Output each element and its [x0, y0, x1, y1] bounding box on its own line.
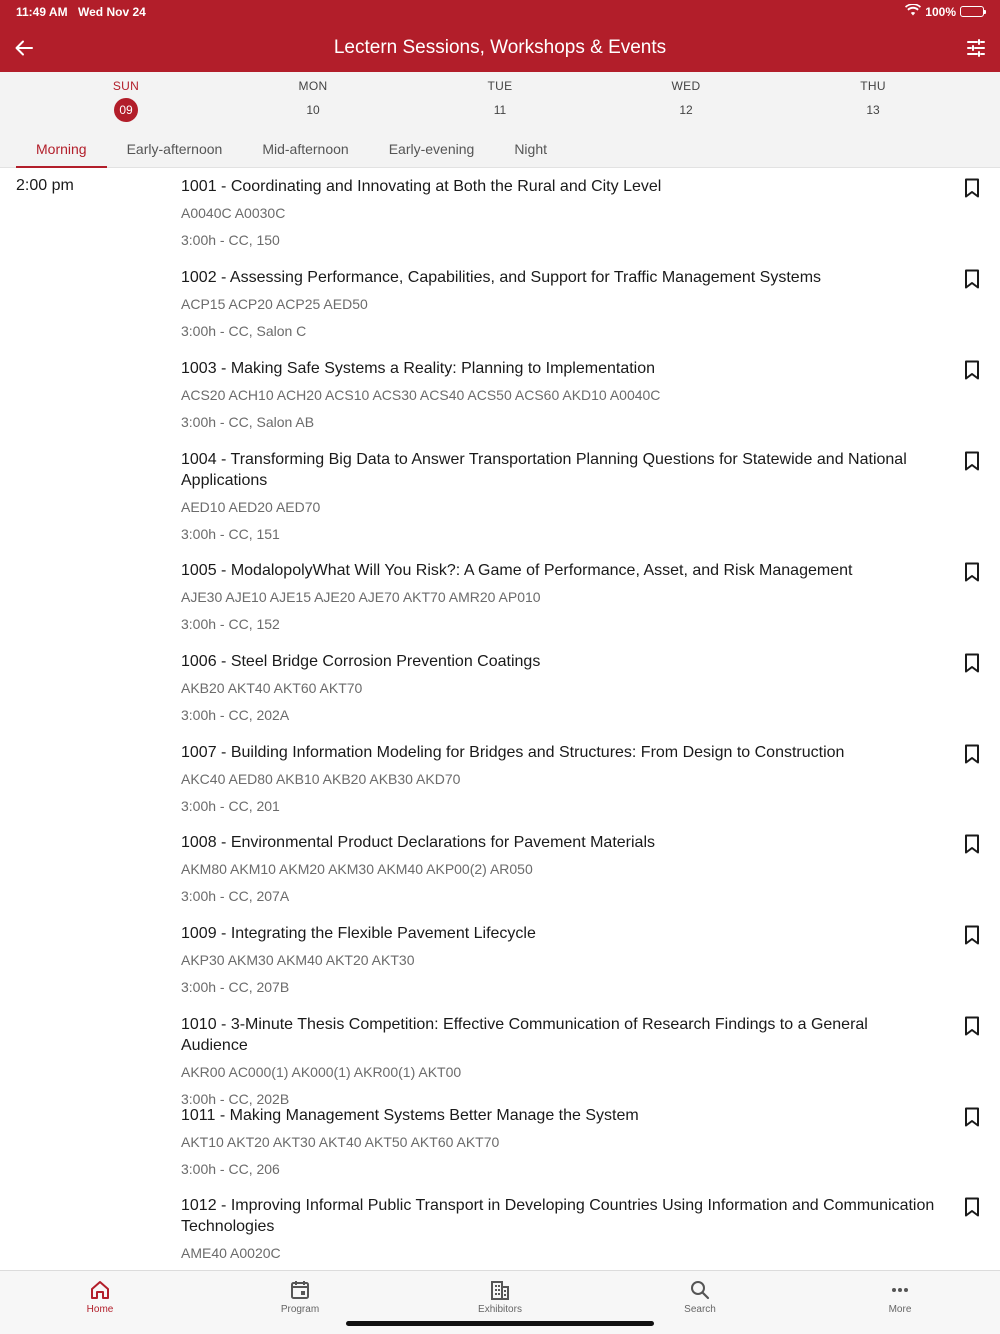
- day-name: THU: [860, 79, 886, 93]
- day-tue[interactable]: [460, 79, 540, 122]
- tab-morning[interactable]: Morning: [16, 140, 107, 168]
- session-item[interactable]: [181, 560, 981, 632]
- page-title: Lectern Sessions, Workshops & Events: [333, 37, 667, 58]
- session-codes: AKM80 AKM10 AKM20 AKM30 AKM40 AKP00(2) AR050: [181, 861, 533, 877]
- tab-label: Search: [684, 1304, 716, 1315]
- building-icon: [489, 1279, 511, 1301]
- tab-night[interactable]: Night: [514, 141, 547, 157]
- session-codes: AKT10 AKT20 AKT30 AKT40 AKT50 AKT60 AKT70: [181, 1134, 500, 1150]
- session-title[interactable]: 1006 - Steel Bridge Corrosion Prevention Coatings: [181, 653, 541, 670]
- session-codes: AKR00 AC000(1) AK000(1) AKR00(1) AKT00: [181, 1064, 462, 1080]
- session-item[interactable]: [181, 742, 981, 814]
- session-title[interactable]: 1005 - ModalopolyWhat Will You Risk?: A Game of Performance, Asset, and Risk Management: [181, 562, 853, 579]
- session-location: 3:00h - CC, 202A: [181, 707, 290, 723]
- more-icon: [889, 1279, 911, 1301]
- bookmark-icon[interactable]: [963, 360, 981, 380]
- search-icon: [689, 1279, 711, 1301]
- session-title[interactable]: 1007 - Building Information Modeling for Bridges and Structures: From Design to Construction: [181, 744, 845, 761]
- session-title[interactable]: 1011 - Making Management Systems Better Manage the System: [181, 1107, 639, 1124]
- day-name: TUE: [487, 79, 513, 93]
- session-location: 3:00h - CC, 150: [181, 232, 280, 248]
- home-indicator: [346, 1321, 654, 1326]
- day-name: WED: [671, 79, 701, 93]
- session-item[interactable]: [181, 832, 981, 904]
- session-item[interactable]: [181, 923, 981, 995]
- tab-label: Program: [280, 1304, 320, 1315]
- session-codes: AED10 AED20 AED70: [181, 499, 321, 515]
- session-location: 3:00h - CC, 202B: [181, 1091, 290, 1107]
- calendar-icon: [289, 1279, 311, 1301]
- session-item[interactable]: [181, 267, 981, 339]
- tab-label: Home: [86, 1304, 114, 1315]
- day-number: 12: [679, 103, 693, 117]
- day-number: 10: [306, 103, 320, 117]
- session-item[interactable]: [181, 1195, 981, 1270]
- status-time: 11:49 AM: [16, 5, 68, 19]
- bookmark-icon[interactable]: [963, 1107, 981, 1127]
- session-codes: A0040C A0030C: [181, 205, 286, 221]
- session-item[interactable]: [181, 1105, 981, 1177]
- session-item[interactable]: [181, 651, 981, 723]
- session-item[interactable]: [181, 358, 981, 430]
- tab-early-evening[interactable]: Early-evening: [388, 141, 475, 157]
- day-selector: [0, 72, 1000, 168]
- day-wed[interactable]: [646, 79, 726, 122]
- bookmark-icon[interactable]: [963, 653, 981, 673]
- session-location: 3:00h - CC, 151: [181, 526, 280, 542]
- tab-label: More: [888, 1304, 912, 1315]
- day-name: SUN: [112, 79, 140, 93]
- status-date: Wed Nov 24: [78, 5, 146, 19]
- session-title[interactable]: 1004 - Transforming Big Data to Answer Transportation Planning Questions for Statewide and National Applications: [181, 451, 907, 489]
- session-title[interactable]: 1001 - Coordinating and Innovating at Both the Rural and City Level: [181, 178, 662, 195]
- tab-label: Exhibitors: [478, 1304, 522, 1315]
- session-location: 3:00h - CC, Salon C: [181, 323, 307, 339]
- tab-search[interactable]: [640, 1279, 760, 1315]
- bookmark-icon[interactable]: [963, 1197, 981, 1217]
- session-codes: AKB20 AKT40 AKT60 AKT70: [181, 680, 363, 696]
- battery-percent: 100%: [925, 4, 956, 19]
- session-codes: AME40 A0020C: [181, 1245, 281, 1261]
- tab-more[interactable]: [840, 1279, 960, 1315]
- session-title[interactable]: 1010 - 3-Minute Thesis Competition: Effective Communication of Research Findings to a General Audience: [181, 1016, 868, 1054]
- day-number: 11: [493, 103, 507, 117]
- day-name: MON: [298, 79, 328, 93]
- time-tabs: [16, 140, 567, 168]
- session-title[interactable]: 1002 - Assessing Performance, Capabilities, and Support for Traffic Management Systems: [181, 269, 822, 286]
- wifi-icon: [905, 4, 921, 19]
- time-slot-label: 2:00 pm: [16, 177, 74, 194]
- tab-mid-afternoon[interactable]: Mid-afternoon: [262, 141, 349, 157]
- session-list[interactable]: [0, 168, 1000, 1270]
- session-title[interactable]: 1003 - Making Safe Systems a Reality: Planning to Implementation: [181, 360, 656, 377]
- session-codes: ACP15 ACP20 ACP25 AED50: [181, 296, 368, 312]
- session-location: 3:00h - CC, Salon AB: [181, 414, 315, 430]
- session-title[interactable]: 1012 - Improving Informal Public Transport in Developing Countries Using Information and Communication Technologies: [181, 1197, 935, 1235]
- bookmark-icon[interactable]: [963, 834, 981, 854]
- bookmark-icon[interactable]: [963, 744, 981, 764]
- day-mon[interactable]: [273, 79, 353, 122]
- session-codes: ACS20 ACH10 ACH20 ACS10 ACS30 ACS40 ACS50 ACS60 AKD10 A0040C: [181, 387, 661, 403]
- session-codes: AKC40 AED80 AKB10 AKB20 AKB30 AKD70: [181, 771, 461, 787]
- day-sun[interactable]: [86, 79, 166, 122]
- bookmark-icon[interactable]: [963, 925, 981, 945]
- tab-exhibitors[interactable]: [440, 1279, 560, 1315]
- bookmark-icon[interactable]: [963, 269, 981, 289]
- bookmark-icon[interactable]: [963, 562, 981, 582]
- tab-early-afternoon[interactable]: Early-afternoon: [126, 141, 223, 157]
- battery-icon: [960, 6, 984, 17]
- session-title[interactable]: 1008 - Environmental Product Declarations for Pavement Materials: [181, 834, 655, 851]
- session-title[interactable]: 1009 - Integrating the Flexible Pavement Lifecycle: [181, 925, 536, 942]
- session-codes: AJE30 AJE10 AJE15 AJE20 AJE70 AKT70 AMR20 AP010: [181, 589, 541, 605]
- day-number: 09: [114, 98, 138, 122]
- status-indicators: [905, 4, 984, 19]
- bookmark-icon[interactable]: [963, 451, 981, 471]
- session-location: 3:00h - CC, 207B: [181, 979, 290, 995]
- sliders-icon: [966, 38, 986, 58]
- day-thu[interactable]: [833, 79, 913, 122]
- session-location: 3:00h - CC, 201: [181, 798, 280, 814]
- tab-program[interactable]: [240, 1279, 360, 1315]
- session-location: 3:00h - CC, 152: [181, 616, 280, 632]
- tab-home[interactable]: [40, 1279, 160, 1315]
- filter-button[interactable]: [964, 36, 988, 60]
- session-item[interactable]: [181, 449, 981, 542]
- session-location: 3:00h - CC, 207A: [181, 888, 290, 904]
- bookmark-icon[interactable]: [963, 178, 981, 198]
- bookmark-icon[interactable]: [963, 1016, 981, 1036]
- app-header: [0, 0, 1000, 72]
- session-item[interactable]: [181, 176, 981, 248]
- session-item[interactable]: [181, 1014, 981, 1107]
- day-number: 13: [866, 103, 880, 117]
- session-codes: AKP30 AKM30 AKM40 AKT20 AKT30: [181, 952, 415, 968]
- session-location: 3:00h - CC, 206: [181, 1161, 280, 1177]
- home-icon: [89, 1279, 111, 1301]
